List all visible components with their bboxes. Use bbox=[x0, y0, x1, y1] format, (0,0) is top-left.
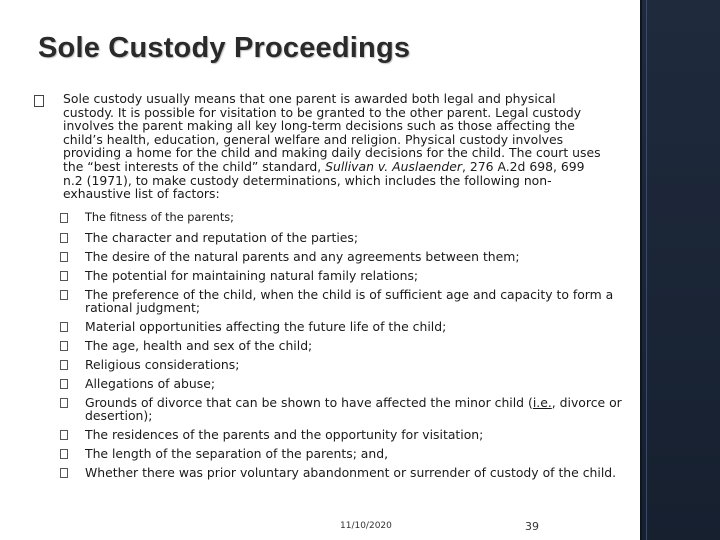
bullet-box-icon bbox=[60, 379, 68, 389]
bullet-box-icon bbox=[60, 213, 68, 223]
decorative-sidebar bbox=[640, 0, 720, 540]
intro-text-1: Sole custody usually means that one parent is awarded both legal and physical custody. It is possible for visitation to be granted to the other parent. Legal custody involves the parent making all key long-term decisions such as those affecting the child’s health, education, general welfare and religion. Physical custody involves providing a home for the child and making daily decisions for the child. The court uses the “best interests of the child” standard, bbox=[63, 91, 601, 174]
bullet-box-icon bbox=[60, 233, 68, 243]
factor-item: The preference of the child, when the child is of sufficient age and capacity to form a rational judgment; bbox=[60, 288, 630, 315]
factor-item: The residences of the parents and the opportunity for visitation; bbox=[60, 428, 630, 441]
slide-title: Sole Custody Proceedings bbox=[38, 32, 411, 64]
factor-item: The fitness of the parents; bbox=[60, 211, 630, 224]
bullet-box-icon bbox=[60, 341, 68, 351]
factor-item: Allegations of abuse; bbox=[60, 377, 630, 390]
bullet-box-icon bbox=[60, 449, 68, 459]
footer-date: 11/10/2020 bbox=[340, 521, 392, 531]
factor-item: Material opportunities affecting the future life of the child; bbox=[60, 320, 630, 333]
factor-item: Religious considerations; bbox=[60, 358, 630, 371]
intro-paragraph bbox=[63, 92, 603, 201]
factor-item: Grounds of divorce that can be shown to have affected the minor child (i.e., divorce or desertion); bbox=[60, 396, 630, 423]
intro-text-2: , 276 A.2d 698, 699 n.2 (1971), to make custody determinations, which includes the following non-exhaustive list of factors: bbox=[63, 158, 585, 202]
factor-item: The age, health and sex of the child; bbox=[60, 339, 630, 352]
factor-item: The character and reputation of the parties; bbox=[60, 231, 630, 244]
bullet-box-icon bbox=[60, 430, 68, 440]
bullet-box-icon bbox=[60, 290, 68, 300]
bullet-box-icon bbox=[60, 468, 68, 478]
bullet-box-icon bbox=[60, 252, 68, 262]
factor-item: The desire of the natural parents and any agreements between them; bbox=[60, 250, 630, 263]
case-name: Sullivan v. Auslaender bbox=[325, 158, 462, 174]
ie-abbrev: i.e. bbox=[532, 394, 552, 410]
factor-item: Whether there was prior voluntary abandonment or surrender of custody of the child. bbox=[60, 466, 630, 479]
bullet-box-icon bbox=[34, 95, 44, 107]
bullet-box-icon bbox=[60, 398, 68, 408]
bullet-box-icon bbox=[60, 271, 68, 281]
bullet-box-icon bbox=[60, 322, 68, 332]
bullet-box-icon bbox=[60, 360, 68, 370]
factor-list bbox=[60, 211, 630, 485]
factor-item: The length of the separation of the parents; and, bbox=[60, 447, 630, 460]
page-number: 39 bbox=[525, 520, 539, 533]
factor-item: The potential for maintaining natural family relations; bbox=[60, 269, 630, 282]
